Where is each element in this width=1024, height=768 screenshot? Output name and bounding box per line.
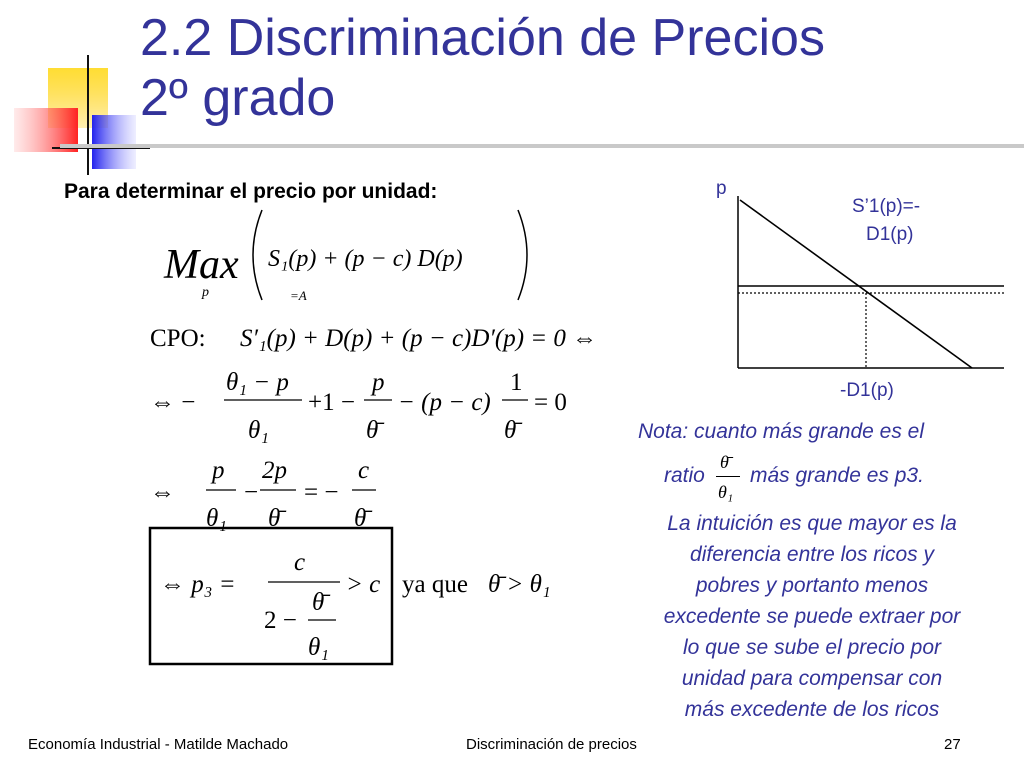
corner-decoration — [0, 0, 150, 180]
step-3 — [150, 457, 376, 532]
objective-under: =A — [290, 288, 307, 303]
graph-supply-label-1: S’1(p)=- — [852, 196, 921, 217]
step2-frac2-num: p — [372, 369, 385, 396]
graph-demand-label: -D1(p) — [840, 380, 894, 401]
title-line-2: 2º grado — [140, 69, 336, 127]
note-line-1: Nota: cuanto más grande es el — [638, 420, 925, 443]
note-ratio-word: ratio — [664, 464, 705, 487]
cpo-label: CPO: — [150, 325, 206, 352]
because-label: ya que — [402, 571, 468, 598]
max-subscript: p — [202, 285, 209, 300]
step2-prefix: ⇔ − — [150, 389, 196, 416]
step3-frac1-den: θ₁ — [206, 505, 227, 532]
step3-eq: = − — [304, 479, 339, 506]
step3-frac2-num: 2p — [262, 457, 287, 484]
result-gt: > c — [346, 571, 381, 598]
title-line-1: 2.2 Discriminación de Precios — [140, 9, 825, 67]
step2-frac1-den: θ₁ — [248, 417, 269, 444]
max-label: Max — [164, 242, 239, 288]
note-paragraph-line: unidad para compensar con — [681, 667, 943, 690]
note-paragraph-line: diferencia entre los ricos y — [690, 543, 934, 566]
note-paragraph-line: más excedente de los ricos — [684, 698, 940, 721]
step2-frac3-den: θ̄ — [504, 417, 517, 444]
result-prefix: ⇔ p₃ = — [160, 571, 236, 598]
step3-minus: − — [244, 479, 259, 506]
title-divider — [60, 144, 1024, 148]
step3-prefix: ⇔ — [150, 479, 175, 506]
step2-mid: +1 − — [308, 389, 355, 416]
step2-mid2: − (p − c) — [398, 389, 491, 416]
footer-topic: Discriminación de precios — [466, 736, 637, 753]
note-paragraph-line: lo que se sube el precio por — [683, 636, 941, 659]
footer-page-number: 27 — [944, 736, 961, 753]
objective-expr: S₁(p) + (p − c) D(p) — [268, 246, 463, 272]
note-paragraph — [622, 508, 1002, 725]
step2-end: = 0 — [534, 389, 567, 416]
note-ratio-bar — [716, 476, 740, 477]
step2-frac3-num: 1 — [510, 369, 523, 396]
result-num: c — [294, 549, 306, 576]
step3-frac2-den: θ̄ — [268, 505, 281, 532]
graph-supply-label-2: D1(p) — [866, 224, 914, 245]
result-box — [150, 528, 392, 664]
result-den-num: θ̄ — [312, 589, 325, 616]
footer-author: Economía Industrial - Matilde Machado — [28, 736, 289, 753]
step2-frac2-den: θ̄ — [366, 417, 379, 444]
note-line-2: más grande es p3. — [750, 464, 924, 487]
step-2 — [150, 369, 567, 444]
graph-p-label: p — [716, 178, 727, 199]
note-ratio-row — [664, 452, 1004, 508]
because-condition: θ̄ > θ₁ — [488, 571, 551, 598]
max-objective — [163, 210, 527, 303]
demand-line — [740, 200, 972, 368]
equations — [140, 200, 700, 680]
note-paragraph-line: excedente se puede extraer por — [663, 605, 961, 628]
note-paragraph-line: pobres y portanto menos — [695, 574, 929, 597]
note-ratio-num: θ̄ — [720, 452, 729, 472]
subheading: Para determinar el precio por unidad: — [64, 180, 438, 203]
slide-title — [140, 8, 825, 128]
note-ratio-den: θ₁ — [718, 482, 734, 502]
step3-frac1-num: p — [212, 457, 225, 484]
note-paragraph-line: La intuición es que mayor es la — [667, 512, 957, 535]
step3-frac3-num: c — [358, 457, 370, 484]
step3-frac3-den: θ̄ — [354, 505, 367, 532]
result-den-den: θ₁ — [308, 634, 329, 661]
cpo-equation: S′₁(p) + D(p) + (p − c)D′(p) = 0 ⇔ — [240, 325, 598, 352]
result-den-a: 2 − — [264, 607, 297, 634]
step2-frac1-num: θ₁ − p — [226, 369, 289, 396]
